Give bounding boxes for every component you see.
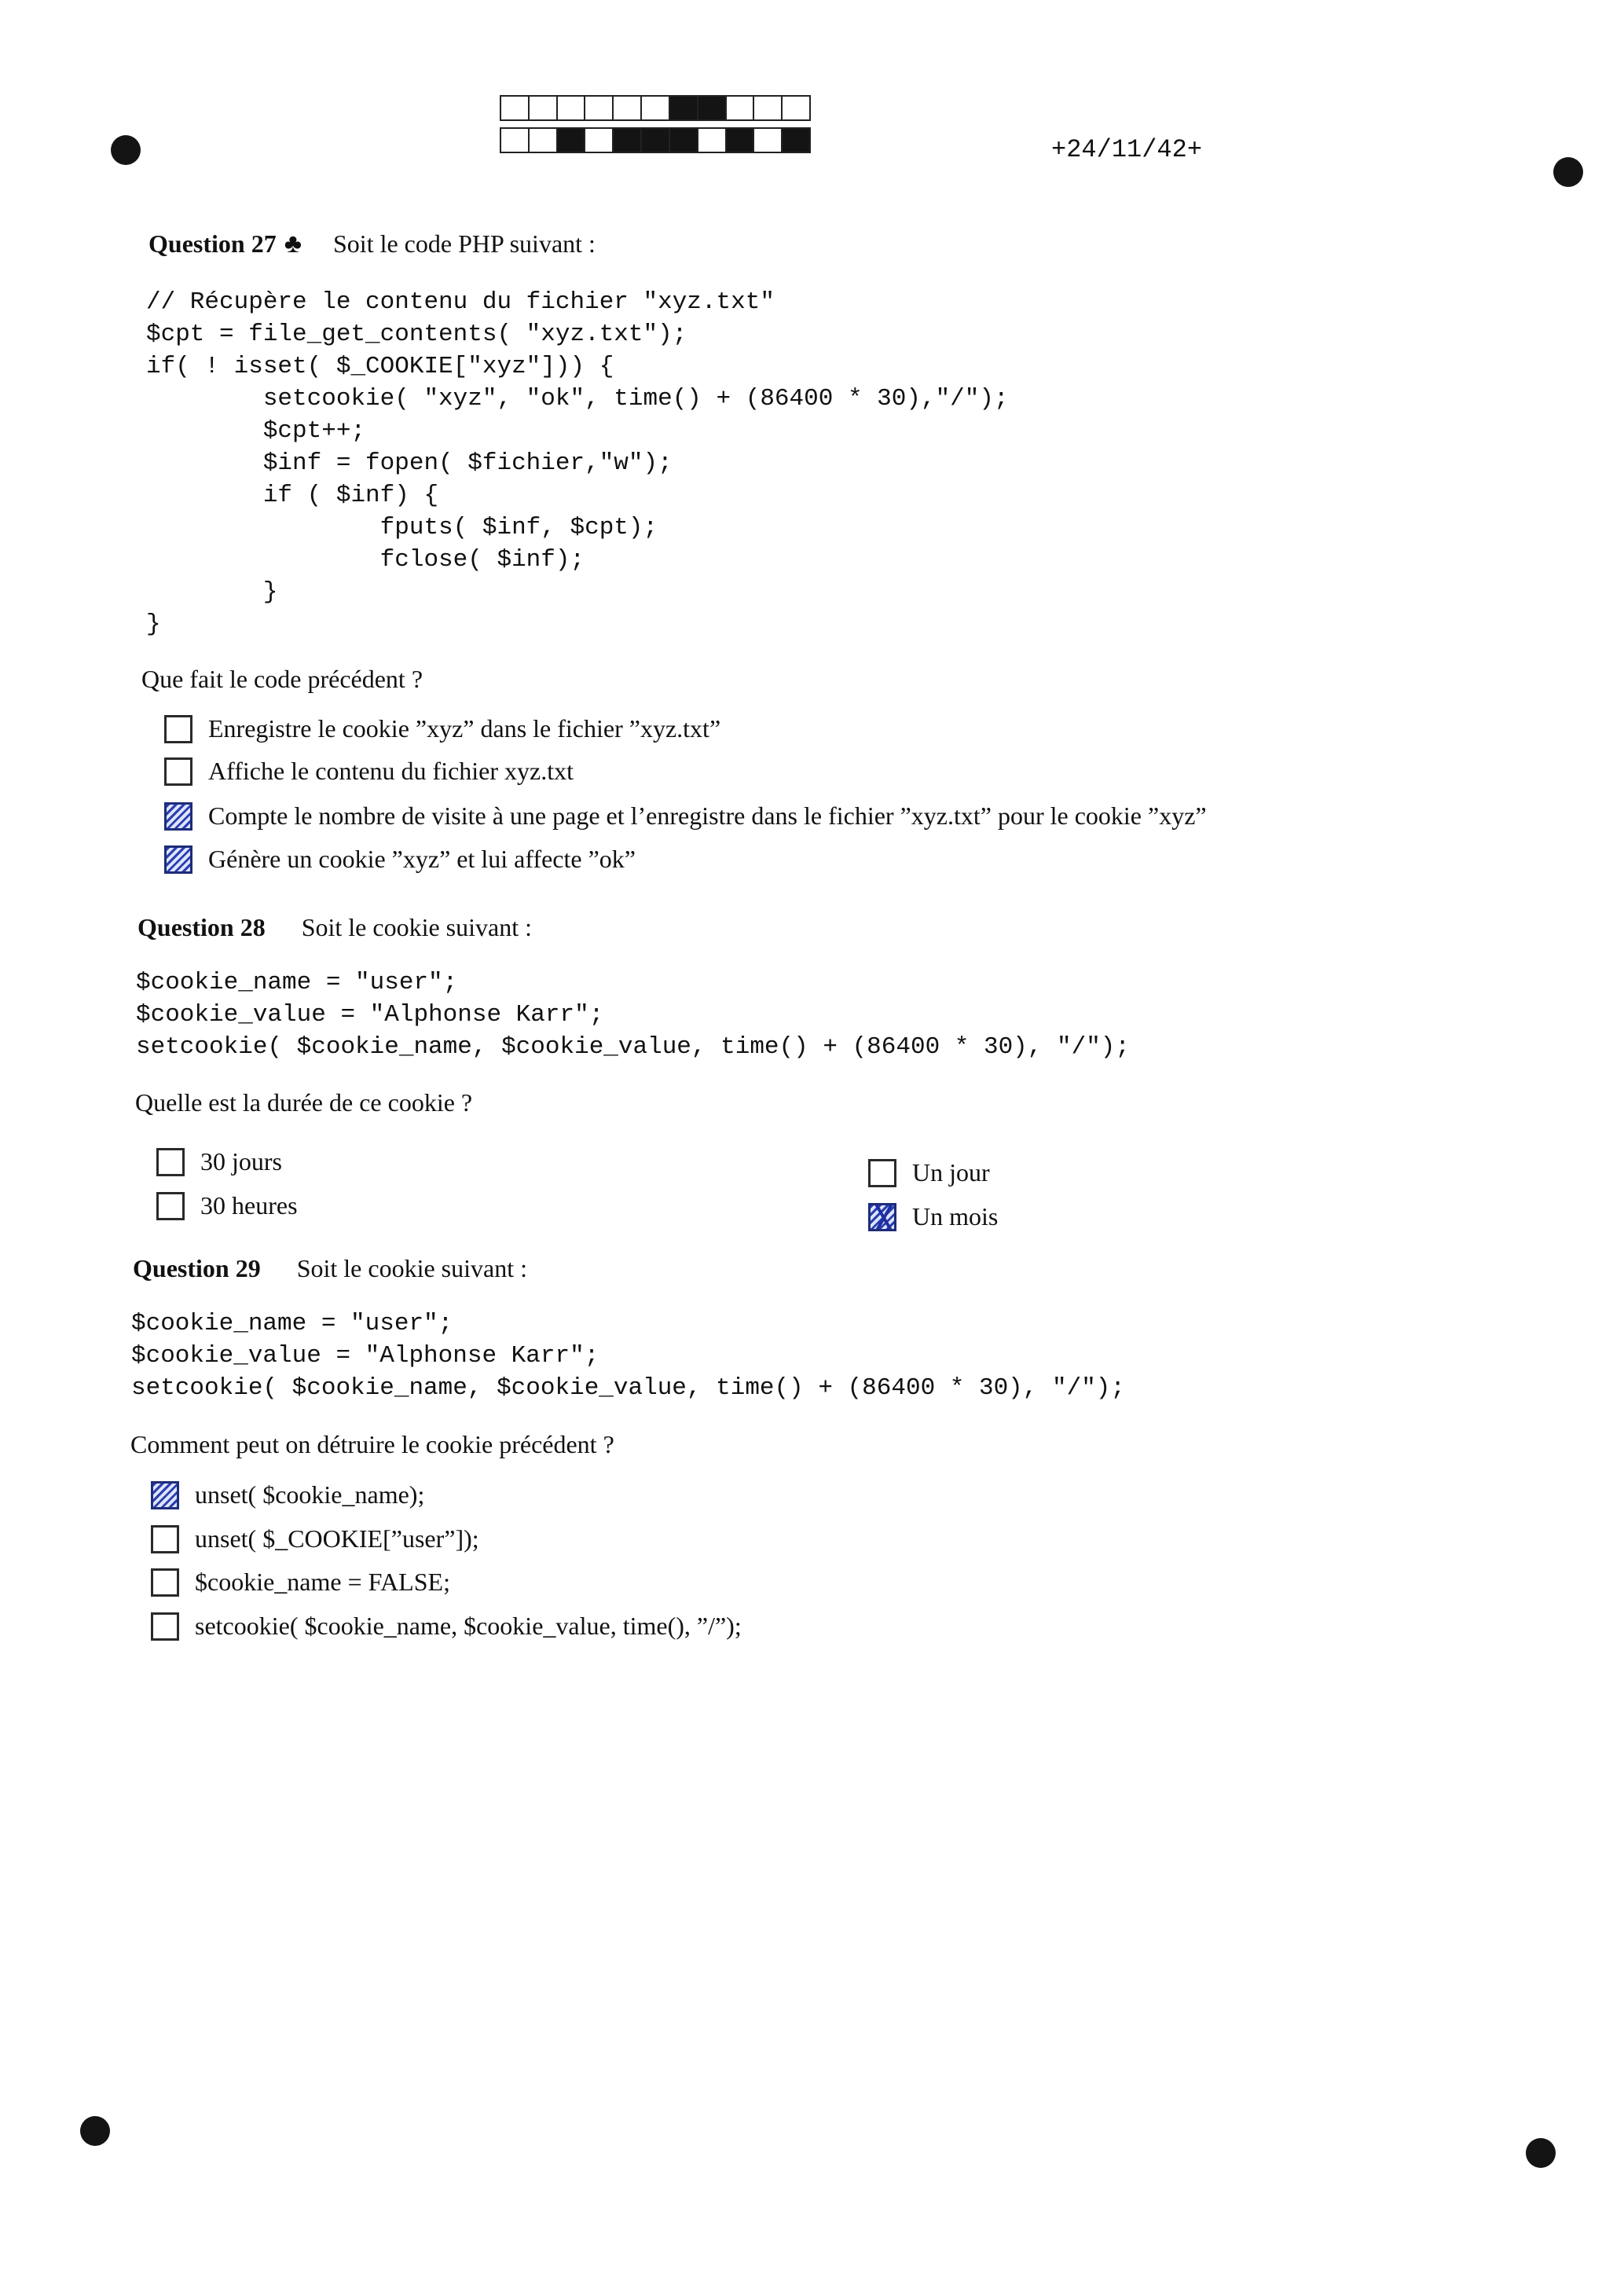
barcode-cell <box>727 97 755 119</box>
corner-mark-top-right <box>1553 157 1583 187</box>
answer-label: unset( $cookie_name); <box>195 1480 425 1509</box>
answer-option[interactable] <box>868 1158 990 1187</box>
code-block: $cookie_name = "user"; $cookie_value = "Alphonse Karr"; setcookie( $cookie_name, $cookie_value, time() + (86400 * 30), "/"); <box>136 969 1131 1061</box>
answer-option[interactable] <box>868 1202 998 1231</box>
answer-option[interactable] <box>164 757 574 786</box>
club-icon: ♣ <box>284 229 302 259</box>
corner-mark-top-left <box>111 135 141 165</box>
answer-label: Un jour <box>912 1158 990 1187</box>
barcode-cell <box>670 129 698 152</box>
barcode-cell <box>558 97 586 119</box>
corner-mark-bottom-left <box>80 2116 110 2146</box>
answer-checkbox[interactable] <box>164 715 192 743</box>
barcode-top <box>500 95 811 121</box>
answer-checkbox[interactable] <box>156 1192 185 1220</box>
answer-checkbox[interactable] <box>868 1159 896 1187</box>
question-number: Question 28 <box>137 913 266 941</box>
code-block: // Récupère le contenu du fichier "xyz.txt" $cpt = file_get_contents( "xyz.txt"); if( ! isset( $_COOKIE["xyz"])) { setcookie( "xyz", "ok", time() + (86400 * 30),"/"); $cpt++; $inf = fopen( $fichier,"w"); if ( $inf) { fputs( $inf, $cpt); fclose( $inf); } } <box>146 288 1009 638</box>
question-header <box>133 1254 527 1283</box>
barcode-cell <box>642 129 670 152</box>
answer-checkbox[interactable] <box>164 845 192 874</box>
corner-mark-bottom-right <box>1526 2138 1556 2168</box>
question-prompt: Comment peut on détruire le cookie précédent ? <box>130 1430 614 1458</box>
answer-option[interactable] <box>164 845 636 874</box>
barcode-cell <box>585 97 614 119</box>
answer-option[interactable] <box>151 1524 479 1553</box>
barcode-cell <box>783 129 809 152</box>
answer-label: setcookie( $cookie_name, $cookie_value, time(), ”/”); <box>195 1612 742 1640</box>
answer-option[interactable] <box>164 714 720 743</box>
answer-option[interactable] <box>164 801 1207 831</box>
barcode-cell <box>754 129 783 152</box>
answer-label: Affiche le contenu du fichier xyz.txt <box>208 757 574 785</box>
barcode-cell <box>754 97 783 119</box>
answer-label: 30 jours <box>200 1147 282 1176</box>
barcode-cell <box>698 129 727 152</box>
barcode-cell <box>530 129 558 152</box>
barcode-cell <box>642 97 670 119</box>
question-number: Question 27 <box>148 229 277 258</box>
answer-option[interactable] <box>151 1612 742 1641</box>
answer-label: Enregistre le cookie ”xyz” dans le fichier ”xyz.txt” <box>208 714 721 743</box>
answer-checkbox[interactable] <box>156 1148 185 1176</box>
barcode-cell <box>670 97 698 119</box>
answer-label: unset( $_COOKIE[”user”]); <box>195 1524 479 1553</box>
question-prompt: Quelle est la durée de ce cookie ? <box>135 1088 473 1117</box>
answer-checkbox[interactable] <box>151 1568 179 1597</box>
answer-checkbox[interactable] <box>868 1203 896 1231</box>
answer-option[interactable] <box>156 1191 298 1220</box>
answer-checkbox[interactable] <box>151 1525 179 1553</box>
question-header <box>137 913 532 942</box>
barcode-cell <box>501 129 530 152</box>
answer-checkbox[interactable] <box>151 1481 179 1509</box>
barcode-cell <box>530 97 558 119</box>
barcode-cell <box>501 97 530 119</box>
answer-option[interactable] <box>156 1147 282 1176</box>
answer-label: Compte le nombre de visite à une page et l’enregistre dans le fichier ”xyz.txt” pour le cookie ”xyz” <box>208 801 1207 830</box>
answer-checkbox[interactable] <box>164 802 192 831</box>
barcode-cell <box>698 97 727 119</box>
answer-checkbox[interactable] <box>151 1612 179 1641</box>
page-id: +24/11/42+ <box>1051 135 1203 164</box>
answer-label: 30 heures <box>200 1191 298 1220</box>
barcode-cell <box>614 97 642 119</box>
answer-option[interactable] <box>151 1568 450 1597</box>
answer-checkbox[interactable] <box>164 757 192 786</box>
barcode-cell <box>783 97 809 119</box>
answer-label: Un mois <box>912 1202 999 1231</box>
question-intro: Soit le code PHP suivant : <box>333 229 596 258</box>
barcode-cell <box>727 129 755 152</box>
code-block: $cookie_name = "user"; $cookie_value = "Alphonse Karr"; setcookie( $cookie_name, $cookie_value, time() + (86400 * 30), "/"); <box>131 1310 1126 1402</box>
question-header <box>148 229 596 259</box>
barcode-bottom <box>500 127 811 153</box>
question-prompt: Que fait le code précédent ? <box>141 665 423 693</box>
barcode-cell <box>558 129 586 152</box>
question-intro: Soit le cookie suivant : <box>301 913 532 941</box>
answer-label: Génère un cookie ”xyz” et lui affecte ”ok” <box>208 845 636 873</box>
question-number: Question 29 <box>133 1254 261 1282</box>
question-intro: Soit le cookie suivant : <box>296 1254 527 1282</box>
answer-label: $cookie_name = FALSE; <box>195 1568 450 1596</box>
barcode-cell <box>585 129 614 152</box>
answer-option[interactable] <box>151 1480 424 1509</box>
barcode-cell <box>614 129 642 152</box>
